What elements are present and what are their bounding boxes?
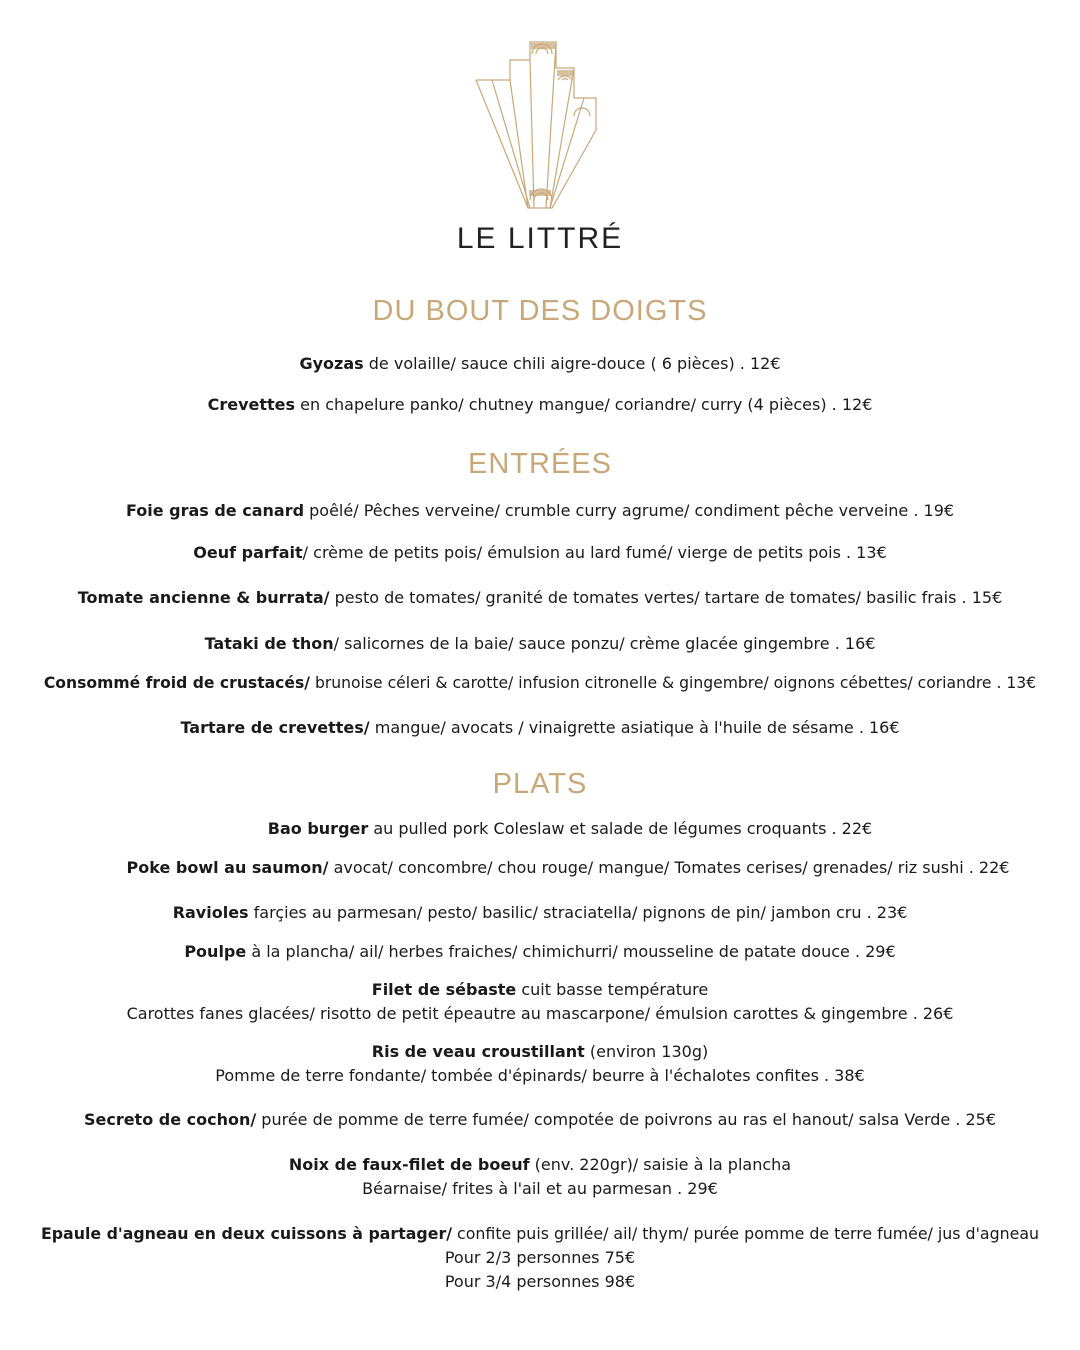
menu-item-oeuf-parfait: Oeuf parfait/ crème de petits pois/ émulsion au lard fumé/ vierge de petits pois . 13€: [193, 543, 887, 562]
menu-item-epaule-price-3-4: Pour 3/4 personnes 98€: [444, 1272, 636, 1291]
menu-item-ris-de-veau-detail: Pomme de terre fondante/ tombée d'épinards/ beurre à l'échalotes confites . 38€: [215, 1066, 865, 1085]
menu-item-tartare: Tartare de crevettes/ mangue/ avocats / vinaigrette asiatique à l'huile de sésame . 16€: [180, 718, 900, 737]
menu-item-sebaste-detail: Carottes fanes glacées/ risotto de petit épeautre au mascarpone/ émulsion carottes & gingembre . 26€: [126, 1004, 954, 1023]
menu-item-secreto: Secreto de cochon/ purée de pomme de terre fumée/ compotée de poivrons au ras el hanout/ salsa Verde . 25€: [83, 1110, 997, 1129]
menu-item-sebaste: Filet de sébaste cuit basse température: [371, 980, 709, 999]
menu-item-poke-bowl: Poke bowl au saumon/ avocat/ concombre/ chou rouge/ mangue/ Tomates cerises/ grenades/ riz sushi . 22€: [126, 858, 1010, 877]
menu-item-poulpe: Poulpe à la plancha/ ail/ herbes fraiches/ chimichurri/ mousseline de patate douce . 29€: [184, 942, 896, 961]
section-title-entrees: ENTRÉES: [468, 448, 612, 480]
menu-item-foie-gras: Foie gras de canard poêlé/ Pêches verveine/ crumble curry agrume/ condiment pêche verveine . 19€: [125, 501, 955, 520]
menu-item-gyozas: Gyozas de volaille/ sauce chili aigre-douce ( 6 pièces) . 12€: [299, 354, 781, 373]
art-deco-logo-icon: [470, 40, 610, 210]
menu-item-tomate-burrata: Tomate ancienne & burrata/ pesto de tomates/ granité de tomates vertes/ tartare de tomates/ basilic frais . 15€: [77, 588, 1003, 607]
menu-item-noix-faux-filet: Noix de faux-filet de boeuf (env. 220gr)/ saisie à la plancha: [288, 1155, 792, 1174]
menu-item-crevettes: Crevettes en chapelure panko/ chutney mangue/ coriandre/ curry (4 pièces) . 12€: [207, 395, 873, 414]
menu-item-ravioles: Ravioles farçies au parmesan/ pesto/ basilic/ straciatella/ pignons de pin/ jambon cru . 23€: [172, 903, 908, 922]
menu-item-epaule-agneau: Epaule d'agneau en deux cuissons à partager/ confite puis grillée/ ail/ thym/ purée pomme de terre fumée/ jus d'agneau: [40, 1224, 1040, 1243]
menu-item-consomme: Consommé froid de crustacés/ brunoise céleri & carotte/ infusion citronelle & gingembre/ oignons cébettes/ coriandre . 13€: [43, 674, 1037, 692]
menu-item-ris-de-veau: Ris de veau croustillant (environ 130g): [371, 1042, 709, 1061]
section-title-du-bout-des-doigts: DU BOUT DES DOIGTS: [372, 295, 708, 327]
menu-item-bao-burger: Bao burger au pulled pork Coleslaw et salade de légumes croquants . 22€: [267, 819, 873, 838]
restaurant-name: LE LITTRÉ: [456, 222, 624, 255]
section-title-plats: PLATS: [492, 768, 588, 800]
menu-item-tataki: Tataki de thon/ salicornes de la baie/ sauce ponzu/ crème glacée gingembre . 16€: [204, 634, 876, 653]
menu-item-epaule-price-2-3: Pour 2/3 personnes 75€: [444, 1248, 636, 1267]
menu-item-noix-faux-filet-detail: Béarnaise/ frites à l'ail et au parmesan . 29€: [362, 1179, 718, 1198]
